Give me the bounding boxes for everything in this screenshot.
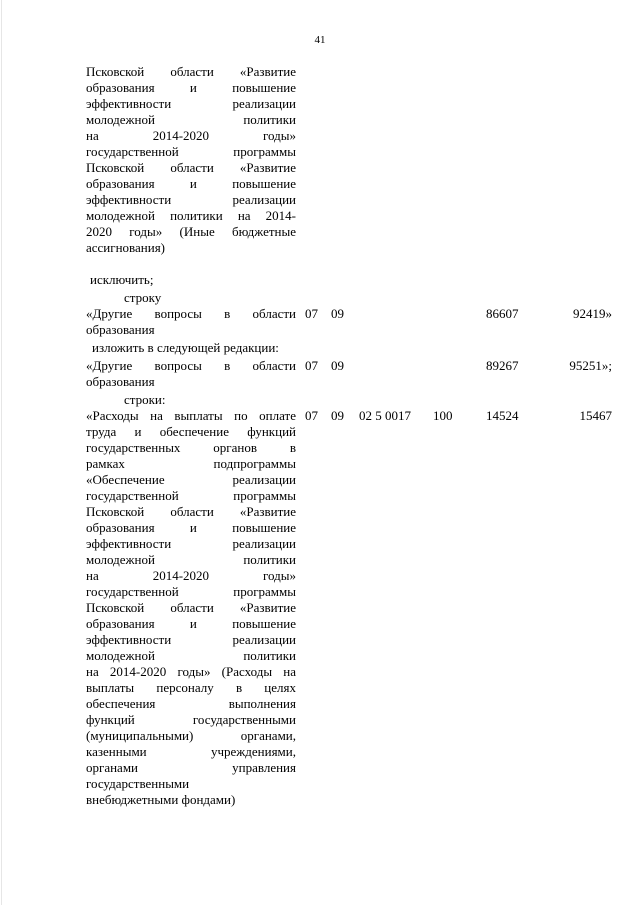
row-value-2015: 14524 — [486, 408, 519, 423]
intro-line: эффективности реализации — [86, 96, 296, 111]
row-subsection-code: 09 — [331, 408, 344, 423]
row-desc-line: эффективности реализации — [86, 632, 296, 647]
row-desc-line: обеспечения выполнения — [86, 696, 296, 711]
row-desc-line: молодежной политики — [86, 648, 296, 663]
row-desc-line: государственных органов в — [86, 440, 296, 455]
scan-edge-line — [1, 0, 2, 905]
table-row — [86, 358, 626, 390]
intro-line: молодежной политики — [86, 112, 296, 127]
row-target-article-code: 02 5 0017 — [359, 408, 411, 423]
page-number: 41 — [314, 34, 326, 46]
row-desc-line: образования и повышение — [86, 520, 296, 535]
row-desc-line: «Другие вопросы в области — [86, 358, 296, 373]
row-desc-line: на 2014-2020 годы» (Расходы на — [86, 664, 296, 679]
row-desc-line: эффективности реализации — [86, 536, 296, 551]
row-desc-line: выплаты персоналу в целях — [86, 680, 296, 695]
row-desc-line: государственной программы — [86, 488, 296, 503]
row-value-2016: 92419» — [573, 306, 612, 321]
row-expense-type-code: 100 — [433, 408, 453, 423]
intro-line: на 2014-2020 годы» — [86, 128, 296, 143]
instruction-exclude: исключить; — [90, 272, 154, 287]
row-desc-line: «Другие вопросы в области — [86, 306, 296, 321]
instruction-lines-word: строки: — [124, 392, 166, 407]
table-row — [86, 306, 626, 338]
intro-line: 2020 годы» (Иные бюджетные — [86, 224, 296, 239]
row-desc-line: образования — [86, 322, 155, 337]
intro-line: образования и повышение — [86, 176, 296, 191]
intro-text-block — [86, 64, 296, 256]
row-description — [86, 408, 296, 808]
row-value-2015: 89267 — [486, 358, 519, 373]
row-section-code: 07 — [305, 306, 318, 321]
intro-line: молодежной политики на 2014- — [86, 208, 296, 223]
row-desc-line: молодежной политики — [86, 552, 296, 567]
row-section-code: 07 — [305, 408, 318, 423]
intro-line: государственной программы — [86, 144, 296, 159]
row-desc-line: труда и обеспечение функций — [86, 424, 296, 439]
row-desc-line: казенными учреждениями, — [86, 744, 296, 759]
row-section-code: 07 — [305, 358, 318, 373]
row-desc-line: рамках подпрограммы — [86, 456, 296, 471]
row-desc-line: «Расходы на выплаты по оплате — [86, 408, 296, 423]
row-desc-line: образования — [86, 374, 155, 389]
intro-line: эффективности реализации — [86, 192, 296, 207]
row-value-2016: 15467 — [579, 408, 612, 423]
row-desc-line: Псковской области «Развитие — [86, 504, 296, 519]
intro-line: образования и повышение — [86, 80, 296, 95]
row-description — [86, 306, 296, 338]
instruction-line-word: строку — [124, 290, 162, 305]
intro-line: Псковской области «Развитие — [86, 64, 296, 79]
row-desc-line: на 2014-2020 годы» — [86, 568, 296, 583]
row-desc-line: образования и повышение — [86, 616, 296, 631]
intro-line: Псковской области «Развитие — [86, 160, 296, 175]
row-desc-line: органами управления — [86, 760, 296, 775]
table-row — [86, 408, 626, 818]
row-desc-line: «Обеспечение реализации — [86, 472, 296, 487]
row-description — [86, 358, 296, 390]
row-value-2015: 86607 — [486, 306, 519, 321]
row-subsection-code: 09 — [331, 358, 344, 373]
row-desc-line: Псковской области «Развитие — [86, 600, 296, 615]
row-value-2016: 95251»; — [569, 358, 612, 373]
row-desc-line: функций государственными — [86, 712, 296, 727]
row-desc-line: государственной программы — [86, 584, 296, 599]
row-desc-line: государственными — [86, 776, 190, 791]
intro-line: ассигнования) — [86, 240, 166, 255]
row-desc-line: внебюджетными фондами) — [86, 792, 236, 807]
row-desc-line: (муниципальными) органами, — [86, 728, 296, 743]
row-subsection-code: 09 — [331, 306, 344, 321]
instruction-amend: изложить в следующей редакции: — [92, 340, 279, 355]
